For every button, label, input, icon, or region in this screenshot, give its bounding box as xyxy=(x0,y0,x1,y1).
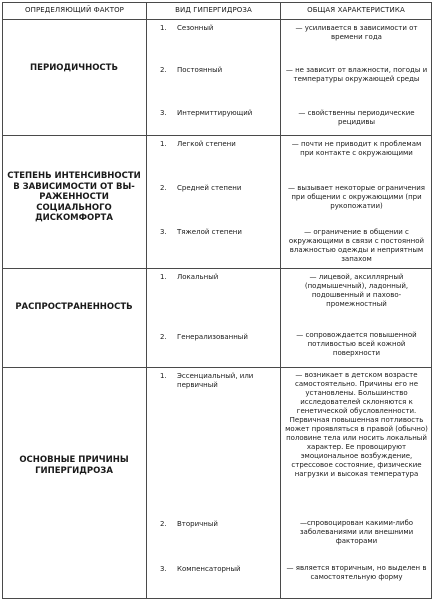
type-description: — возникает в детском возрасте самостоятельно. Причины его не установлены. Большинство исследователей склоняются к генетической обусловленности. Первичная повышенная потливость может проявляться в правой (обычно) половине тела или носить локальный характер. Ее провоцируют эмоциональное возбуждение, стрессовое состояние, физические нагрузки и высокая температура xyxy=(285,371,428,478)
row-divider xyxy=(2,367,432,368)
type-label: Генерализованный xyxy=(177,333,248,341)
header-divider xyxy=(2,19,432,20)
item-number: 1. xyxy=(160,140,167,148)
factor-periodicity: ПЕРИОДИЧНОСТЬ xyxy=(30,63,118,73)
type-description: —спровоцирован какими-либо заболеваниями или внешними факторами xyxy=(299,519,414,545)
factor-prevalence: РАСПРОСТРАНЕННОСТЬ xyxy=(15,302,133,312)
factor-main-causes: ОСНОВНЫЕ ПРИЧИНЫ ГИПЕРГИДРОЗА xyxy=(19,455,129,476)
item-number: 1. xyxy=(160,273,167,281)
type-description: — не зависит от влажности, погоды и температуры окружающей среды xyxy=(285,66,428,83)
type-description: — является вторичным, но выделен в самостоятельную форму xyxy=(286,564,427,581)
type-description: — почти не приводит к проблемам при контакте с окружающими xyxy=(291,140,422,157)
column-divider xyxy=(280,2,281,599)
header-factor: ОПРЕДЕЛЯЮЩИЙ ФАКТОР xyxy=(24,6,125,14)
type-description: — свойственны периодические рецидивы xyxy=(298,109,415,126)
item-number: 1. xyxy=(160,24,167,32)
column-divider xyxy=(146,2,147,599)
table-border-right xyxy=(431,2,432,599)
type-description: — сопровождается повышенной потливостью всей кожной поверхности xyxy=(296,331,417,357)
type-label: Тяжелой степени xyxy=(177,228,242,236)
row-divider xyxy=(2,268,432,269)
item-number: 2. xyxy=(160,66,167,74)
table-border-left xyxy=(2,2,3,599)
type-description: — усиливается в зависимости от времени года xyxy=(295,24,418,41)
type-label: Компенсаторный xyxy=(177,565,241,573)
item-number: 2. xyxy=(160,333,167,341)
item-number: 1. xyxy=(160,372,167,380)
type-label: Вторичный xyxy=(177,520,218,528)
item-number: 3. xyxy=(160,565,167,573)
type-label: Эссенциальный, или первичный xyxy=(177,372,254,389)
type-description: — вызывает некоторые ограничения при общении с окружающими (при рукопожатии) xyxy=(287,184,425,210)
table-border-top xyxy=(2,2,432,3)
table-border-bottom xyxy=(2,598,432,599)
type-description: — ограничение в общении с окружающими в связи с постоянной влажностью одежды и неприятным запахом xyxy=(288,228,425,263)
item-number: 2. xyxy=(160,520,167,528)
type-description: — лицевой, аксиллярный (подмышечный), ладонный, подошвенный и пахово- промежностный xyxy=(304,273,409,308)
item-number: 3. xyxy=(160,228,167,236)
type-label: Локальный xyxy=(177,273,219,281)
row-divider xyxy=(2,135,432,136)
type-label: Постоянный xyxy=(177,66,223,74)
type-label: Легкой степени xyxy=(177,140,236,148)
item-number: 3. xyxy=(160,109,167,117)
factor-intensity: СТЕПЕНЬ ИНТЕНСИВНОСТИ В ЗАВИСИМОСТИ ОТ ВЫ- РАЖЕННОСТИ СОЦИАЛЬНОГО ДИСКОМФОРТА xyxy=(7,171,141,223)
type-label: Средней степени xyxy=(177,184,242,192)
header-description: ОБЩАЯ ХАРАКТЕРИСТИКА xyxy=(307,6,405,14)
type-label: Сезонный xyxy=(177,24,214,32)
header-type: ВИД ГИПЕРГИДРОЗА xyxy=(175,6,252,14)
item-number: 2. xyxy=(160,184,167,192)
type-label: Интермиттирующий xyxy=(177,109,253,117)
